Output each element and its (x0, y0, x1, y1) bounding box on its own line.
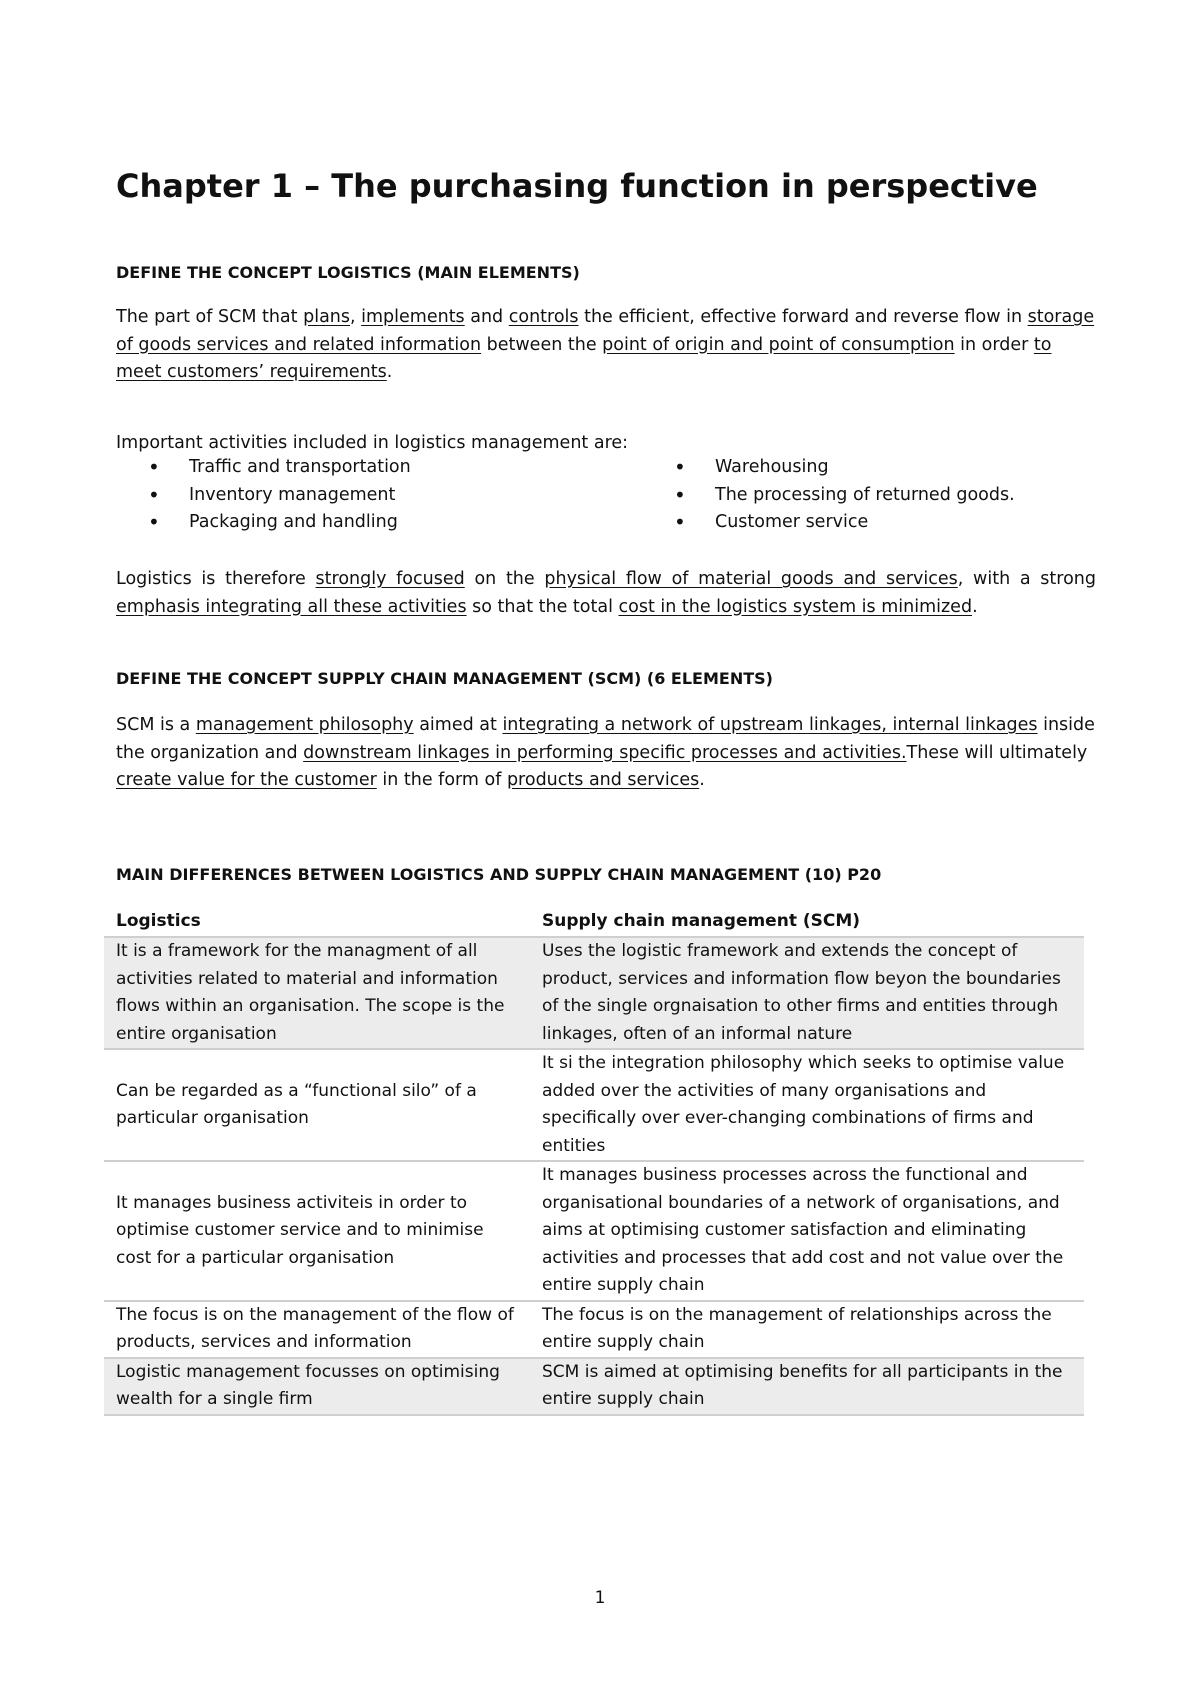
activities-list-left (148, 454, 411, 537)
text-run: . (386, 362, 393, 382)
underlined-term: downstream linkages in performing specific processes and activities. (303, 742, 907, 763)
table-cell: The focus is on the management of the flow of products, services and information (104, 1301, 534, 1358)
list-item: • Packaging and handling (148, 509, 411, 537)
underlined-term: create value for the customer (116, 770, 377, 790)
table-cell: It manages business activiteis in order to optimise customer service and to minimise cost for a particular organisation (104, 1161, 534, 1301)
scm-definition (116, 712, 1096, 795)
table-cell: SCM is aimed at optimising benefits for all participants in the entire supply chain (534, 1358, 1084, 1415)
text-run: on the (464, 569, 545, 589)
table-cell: Uses the logistic framework and extends the concept of product, services and information flow beyon the boundaries of the single orgnaisation to other firms and entities through linkages, often of an informal nature (534, 937, 1084, 1049)
column-header-logistics: Logistics (104, 908, 534, 937)
table-cell: Logistic management focusses on optimising wealth for a single firm (104, 1358, 534, 1415)
table-cell: Can be regarded as a “functional silo” of a particular organisation (104, 1049, 534, 1161)
text-run: between the (481, 334, 603, 355)
text-run: . (699, 770, 705, 790)
table-row (104, 1049, 1084, 1161)
logistics-definition (116, 304, 1096, 387)
underlined-term: cost in the logistics system is minimized (618, 596, 973, 617)
list-item: • Customer service (674, 509, 1015, 537)
text-run: aimed at (413, 715, 503, 735)
text-run: in order (954, 334, 1034, 355)
text-run: in the form of (376, 770, 507, 790)
text-run: . (972, 596, 978, 617)
text-run: the efficient, effective forward and reverse flow in (578, 307, 1028, 327)
underlined-term: plans (303, 307, 350, 327)
table-cell: It is a framework for the managment of all activities related to material and information flows within an organisation. The scope is the entire organisation (104, 937, 534, 1049)
table-row (104, 937, 1084, 1049)
column-header-scm: Supply chain management (SCM) (534, 908, 1084, 937)
underlined-term: physical flow of material goods and services (544, 569, 958, 589)
underlined-term: storage of goods services and related information (116, 307, 1095, 355)
underlined-term: management philosophy (195, 715, 414, 735)
table-row (104, 1358, 1084, 1415)
underlined-term: to meet customers’ requirements (116, 334, 1052, 382)
logistics-heading: DEFINE THE CONCEPT LOGISTICS (MAIN ELEMENTS) (116, 263, 580, 282)
table-cell: It si the integration philosophy which seeks to optimise value added over the activities of many organisations and specifically over ever-changing combinations of firms and entities (534, 1049, 1084, 1161)
list-item: • The processing of returned goods. (674, 482, 1015, 510)
underlined-term: strongly focused (315, 569, 465, 589)
activities-intro: Important activities included in logistics management are: (116, 433, 629, 453)
list-item: • Warehousing (674, 454, 1015, 482)
text-run: The part of SCM that (116, 307, 304, 327)
scm-heading: DEFINE THE CONCEPT SUPPLY CHAIN MANAGEMENT (SCM) (6 ELEMENTS) (116, 669, 773, 688)
page-number: 1 (594, 1588, 606, 1608)
text-run: inside the organization and (116, 715, 1095, 763)
text-run: SCM is a (116, 715, 196, 735)
table-row (104, 1301, 1084, 1358)
underlined-term: integrating a network of upstream linkages, internal linkages (502, 715, 1038, 735)
table-row (104, 1161, 1084, 1301)
text-run: These will ultimately (906, 742, 1088, 763)
underlined-term: controls (508, 307, 579, 327)
underlined-term: emphasis integrating all these activities (116, 596, 467, 617)
differences-table (104, 908, 1084, 1416)
text-run: so that the total (466, 596, 619, 617)
table-cell: The focus is on the management of relationships across the entire supply chain (534, 1301, 1084, 1358)
activities-list-right (674, 454, 1015, 537)
table-cell: It manages business processes across the functional and organisational boundaries of a network of organisations, and aims at optimising customer satisfaction and eliminating activities and processes that add cost and not value over the entire supply chain (534, 1161, 1084, 1301)
text-run: and (464, 307, 509, 327)
table-header-row (104, 908, 1084, 937)
underlined-term: implements (361, 307, 465, 327)
list-item: • Inventory management (148, 482, 411, 510)
logistics-summary (116, 566, 1096, 621)
text-run: , with a strong (957, 569, 1096, 589)
text-run: Logistics is therefore (116, 569, 316, 589)
differences-heading: MAIN DIFFERENCES BETWEEN LOGISTICS AND SUPPLY CHAIN MANAGEMENT (10) P20 (116, 865, 882, 884)
underlined-term: point of origin and point of consumption (602, 334, 955, 355)
underlined-term: products and services (506, 770, 700, 790)
text-run: , (350, 307, 362, 327)
list-item: • Traffic and transportation (148, 454, 411, 482)
chapter-title: Chapter 1 – The purchasing function in perspective (116, 167, 1038, 205)
